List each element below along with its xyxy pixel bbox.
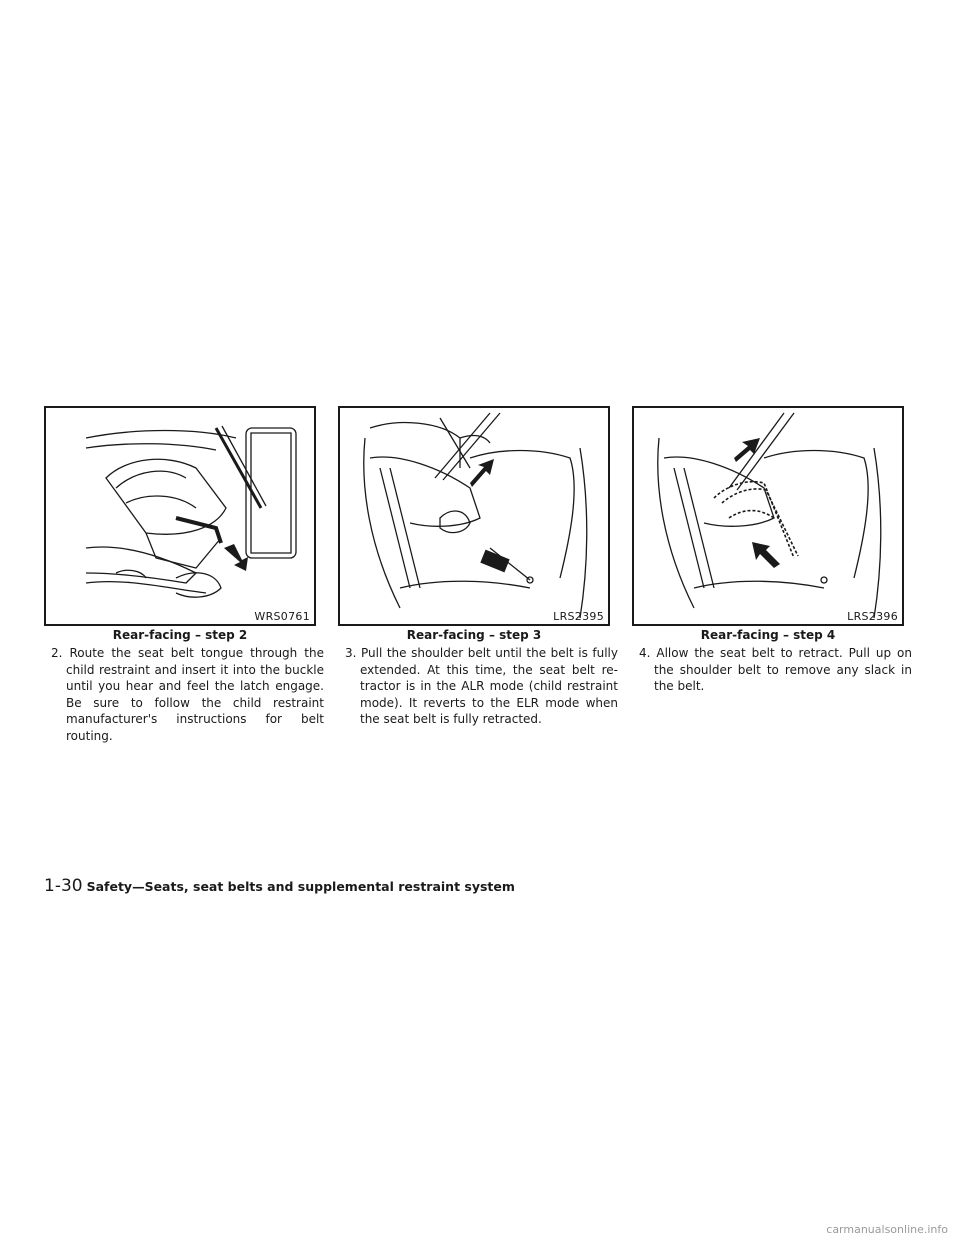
belt-retract-illustration [634, 408, 902, 624]
illustration-rear-facing-step-2 [44, 406, 316, 626]
section-title: Safety—Seats, seat belts and supplemental restraint system [86, 879, 515, 894]
step-text: 4. Allow the seat belt to retract. Pull up on the shoulder belt to remove any slack in the belt. [639, 646, 912, 694]
step-text: 3. Pull the shoulder belt until the belt is fully extended. At this time, the seat belt re-tractor is in the ALR mode (child restraint mode). It reverts to the ELR mode when the seat belt is fully retracted. [345, 646, 618, 727]
watermark[interactable]: carmanualsonline.info [826, 1223, 948, 1236]
down-arrow-icon [224, 544, 248, 571]
shoulder-belt-pull-illustration [340, 408, 608, 624]
illustration-rear-facing-step-4 [632, 406, 904, 626]
figure-code: LRS2395 [553, 610, 604, 623]
figure-code: WRS0761 [254, 610, 310, 623]
page-number: 1-30 [44, 876, 83, 896]
page-footer [44, 876, 515, 896]
child-seat-buckle-illustration [46, 408, 314, 624]
up-arrow-icon [752, 542, 780, 568]
column-step-4 [632, 406, 912, 695]
figure-caption: Rear-facing – step 3 [406, 628, 542, 642]
column-step-3 [338, 406, 618, 728]
diagonal-arrow-icon [470, 459, 494, 487]
figure-code: LRS2396 [847, 610, 898, 623]
column-step-2 [44, 406, 324, 745]
illustration-rear-facing-step-3 [338, 406, 610, 626]
figure-caption: Rear-facing – step 2 [112, 628, 248, 642]
figure-caption: Rear-facing – step 4 [700, 628, 836, 642]
step-text: 2. Route the seat belt tongue through the child restraint and insert it into the buckle until you hear and feel the latch engage. Be sure to follow the child restraint manufacturer's instructions for belt routing. [51, 646, 324, 743]
